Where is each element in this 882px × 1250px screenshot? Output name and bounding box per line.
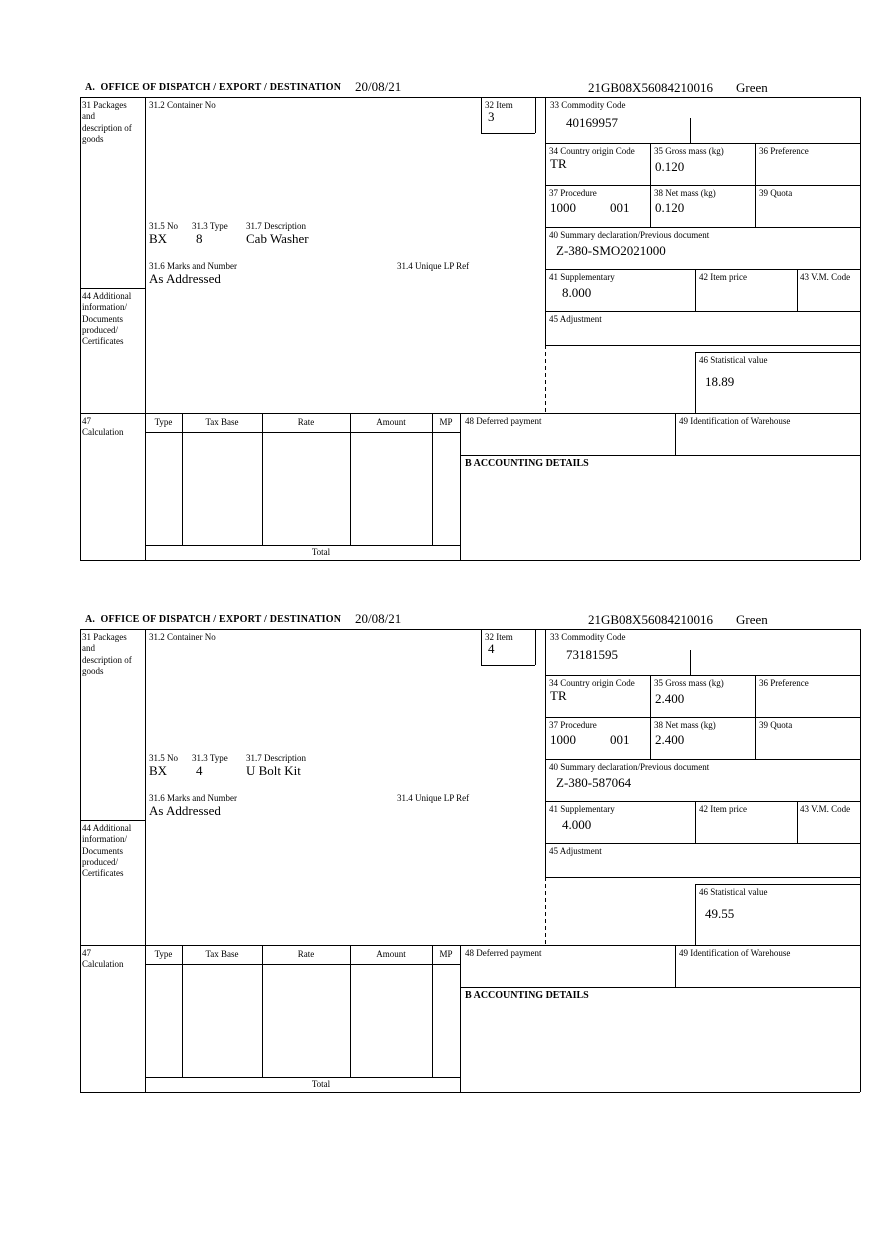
package-no-value: BX xyxy=(149,231,168,246)
warehouse-identification-label: 49 Identification of Warehouse xyxy=(679,948,791,958)
country-origin-value: TR xyxy=(550,156,567,171)
goods-description-value: Cab Washer xyxy=(246,231,309,246)
commodity-code-value: 73181595 xyxy=(566,647,618,662)
declaration-item-section xyxy=(0,612,882,1112)
statistical-value: 18.89 xyxy=(705,374,735,389)
package-type-value: 8 xyxy=(196,231,203,246)
total-label: Total xyxy=(311,1079,331,1089)
item-price-label: 42 Item price xyxy=(699,804,747,814)
amount-column-header: Amount xyxy=(376,949,406,959)
gross-mass-label: 35 Gross mass (kg) xyxy=(654,146,724,156)
calculation-label: 47 Calculation xyxy=(82,416,124,438)
supplementary-label: 41 Supplementary xyxy=(549,804,615,814)
routing-status: Green xyxy=(736,80,768,95)
amount-column-header: Amount xyxy=(376,417,406,427)
tax-type-column-header: Type xyxy=(154,949,173,959)
country-origin-label: 34 Country origin Code xyxy=(549,146,635,156)
mp-column-header: MP xyxy=(439,949,453,959)
procedure-label: 37 Procedure xyxy=(549,720,597,730)
tax-base-column-header: Tax Base xyxy=(205,417,239,427)
procedure-value: 1000 xyxy=(550,732,576,747)
declaration-date: 20/08/21 xyxy=(355,79,402,94)
quota-label: 39 Quota xyxy=(759,188,793,198)
calculation-label: 47 Calculation xyxy=(82,948,124,970)
commodity-code-label: 33 Commodity Code xyxy=(550,100,626,110)
statistical-value-label: 46 Statistical value xyxy=(699,887,768,897)
unique-lp-ref-label: 31.4 Unique LP Ref xyxy=(397,261,470,271)
previous-document-value: Z-380-587064 xyxy=(556,775,632,790)
procedure-label: 37 Procedure xyxy=(549,188,597,198)
total-label: Total xyxy=(311,547,331,557)
summary-declaration-label: 40 Summary declaration/Previous document xyxy=(549,762,710,772)
container-no-label: 31.2 Container No xyxy=(149,100,216,110)
packages-description-label: 31 Packages and description of goods xyxy=(82,100,132,144)
marks-number-label: 31.6 Marks and Number xyxy=(149,261,237,271)
rate-column-header: Rate xyxy=(297,417,315,427)
net-mass-value: 0.120 xyxy=(655,200,685,215)
unique-lp-ref-label: 31.4 Unique LP Ref xyxy=(397,793,470,803)
form-border-grid xyxy=(0,612,882,1112)
marks-number-value: As Addressed xyxy=(149,803,221,818)
additional-information-label: 44 Additional information/ Documents produced/ Certificates xyxy=(82,823,132,878)
statistical-value: 49.55 xyxy=(705,906,735,921)
net-mass-value: 2.400 xyxy=(655,732,685,747)
office-of-dispatch-header: A. OFFICE OF DISPATCH / EXPORT / DESTINATION xyxy=(85,614,342,625)
country-origin-value: TR xyxy=(550,688,567,703)
vm-code-label: 43 V.M. Code xyxy=(800,272,851,282)
accounting-details-header: B ACCOUNTING DETAILS xyxy=(465,990,589,1001)
container-no-label: 31.2 Container No xyxy=(149,632,216,642)
previous-document-value: Z-380-SMO2021000 xyxy=(556,243,666,258)
net-mass-label: 38 Net mass (kg) xyxy=(654,720,716,730)
preference-label: 36 Preference xyxy=(759,146,809,156)
supplementary-value: 4.000 xyxy=(562,817,592,832)
procedure-additional-value: 001 xyxy=(610,200,630,215)
warehouse-identification-label: 49 Identification of Warehouse xyxy=(679,416,791,426)
item-label: 32 Item xyxy=(485,632,513,642)
item-label: 32 Item xyxy=(485,100,513,110)
form-border-grid xyxy=(0,80,882,580)
tax-base-column-header: Tax Base xyxy=(205,949,239,959)
tax-type-column-header: Type xyxy=(154,417,173,427)
package-no-label: 31.5 No xyxy=(149,753,178,763)
rate-column-header: Rate xyxy=(297,949,315,959)
office-of-dispatch-header: A. OFFICE OF DISPATCH / EXPORT / DESTINATION xyxy=(85,82,342,93)
goods-description-label: 31.7 Description xyxy=(246,753,306,763)
supplementary-value: 8.000 xyxy=(562,285,592,300)
declaration-date: 20/08/21 xyxy=(355,611,402,626)
package-type-label: 31.3 Type xyxy=(192,753,228,763)
net-mass-label: 38 Net mass (kg) xyxy=(654,188,716,198)
item-number: 4 xyxy=(488,641,495,656)
movement-reference-number: 21GB08X56084210016 xyxy=(588,612,713,627)
routing-status: Green xyxy=(736,612,768,627)
statistical-value-label: 46 Statistical value xyxy=(699,355,768,365)
movement-reference-number: 21GB08X56084210016 xyxy=(588,80,713,95)
vm-code-label: 43 V.M. Code xyxy=(800,804,851,814)
deferred-payment-label: 48 Deferred payment xyxy=(465,416,542,426)
package-no-value: BX xyxy=(149,763,168,778)
adjustment-label: 45 Adjustment xyxy=(549,846,602,856)
commodity-code-label: 33 Commodity Code xyxy=(550,632,626,642)
marks-number-value: As Addressed xyxy=(149,271,221,286)
packages-description-label: 31 Packages and description of goods xyxy=(82,632,132,676)
gross-mass-value: 0.120 xyxy=(655,159,685,174)
country-origin-label: 34 Country origin Code xyxy=(549,678,635,688)
deferred-payment-label: 48 Deferred payment xyxy=(465,948,542,958)
marks-number-label: 31.6 Marks and Number xyxy=(149,793,237,803)
item-price-label: 42 Item price xyxy=(699,272,747,282)
item-number: 3 xyxy=(488,109,495,124)
accounting-details-header: B ACCOUNTING DETAILS xyxy=(465,458,589,469)
commodity-code-value: 40169957 xyxy=(566,115,618,130)
package-no-label: 31.5 No xyxy=(149,221,178,231)
goods-description-label: 31.7 Description xyxy=(246,221,306,231)
declaration-item-section xyxy=(0,80,882,580)
gross-mass-label: 35 Gross mass (kg) xyxy=(654,678,724,688)
additional-information-label: 44 Additional information/ Documents produced/ Certificates xyxy=(82,291,132,346)
package-type-label: 31.3 Type xyxy=(192,221,228,231)
summary-declaration-label: 40 Summary declaration/Previous document xyxy=(549,230,710,240)
procedure-value: 1000 xyxy=(550,200,576,215)
procedure-additional-value: 001 xyxy=(610,732,630,747)
preference-label: 36 Preference xyxy=(759,678,809,688)
package-type-value: 4 xyxy=(196,763,203,778)
adjustment-label: 45 Adjustment xyxy=(549,314,602,324)
goods-description-value: U Bolt Kit xyxy=(246,763,301,778)
mp-column-header: MP xyxy=(439,417,453,427)
gross-mass-value: 2.400 xyxy=(655,691,685,706)
quota-label: 39 Quota xyxy=(759,720,793,730)
supplementary-label: 41 Supplementary xyxy=(549,272,615,282)
